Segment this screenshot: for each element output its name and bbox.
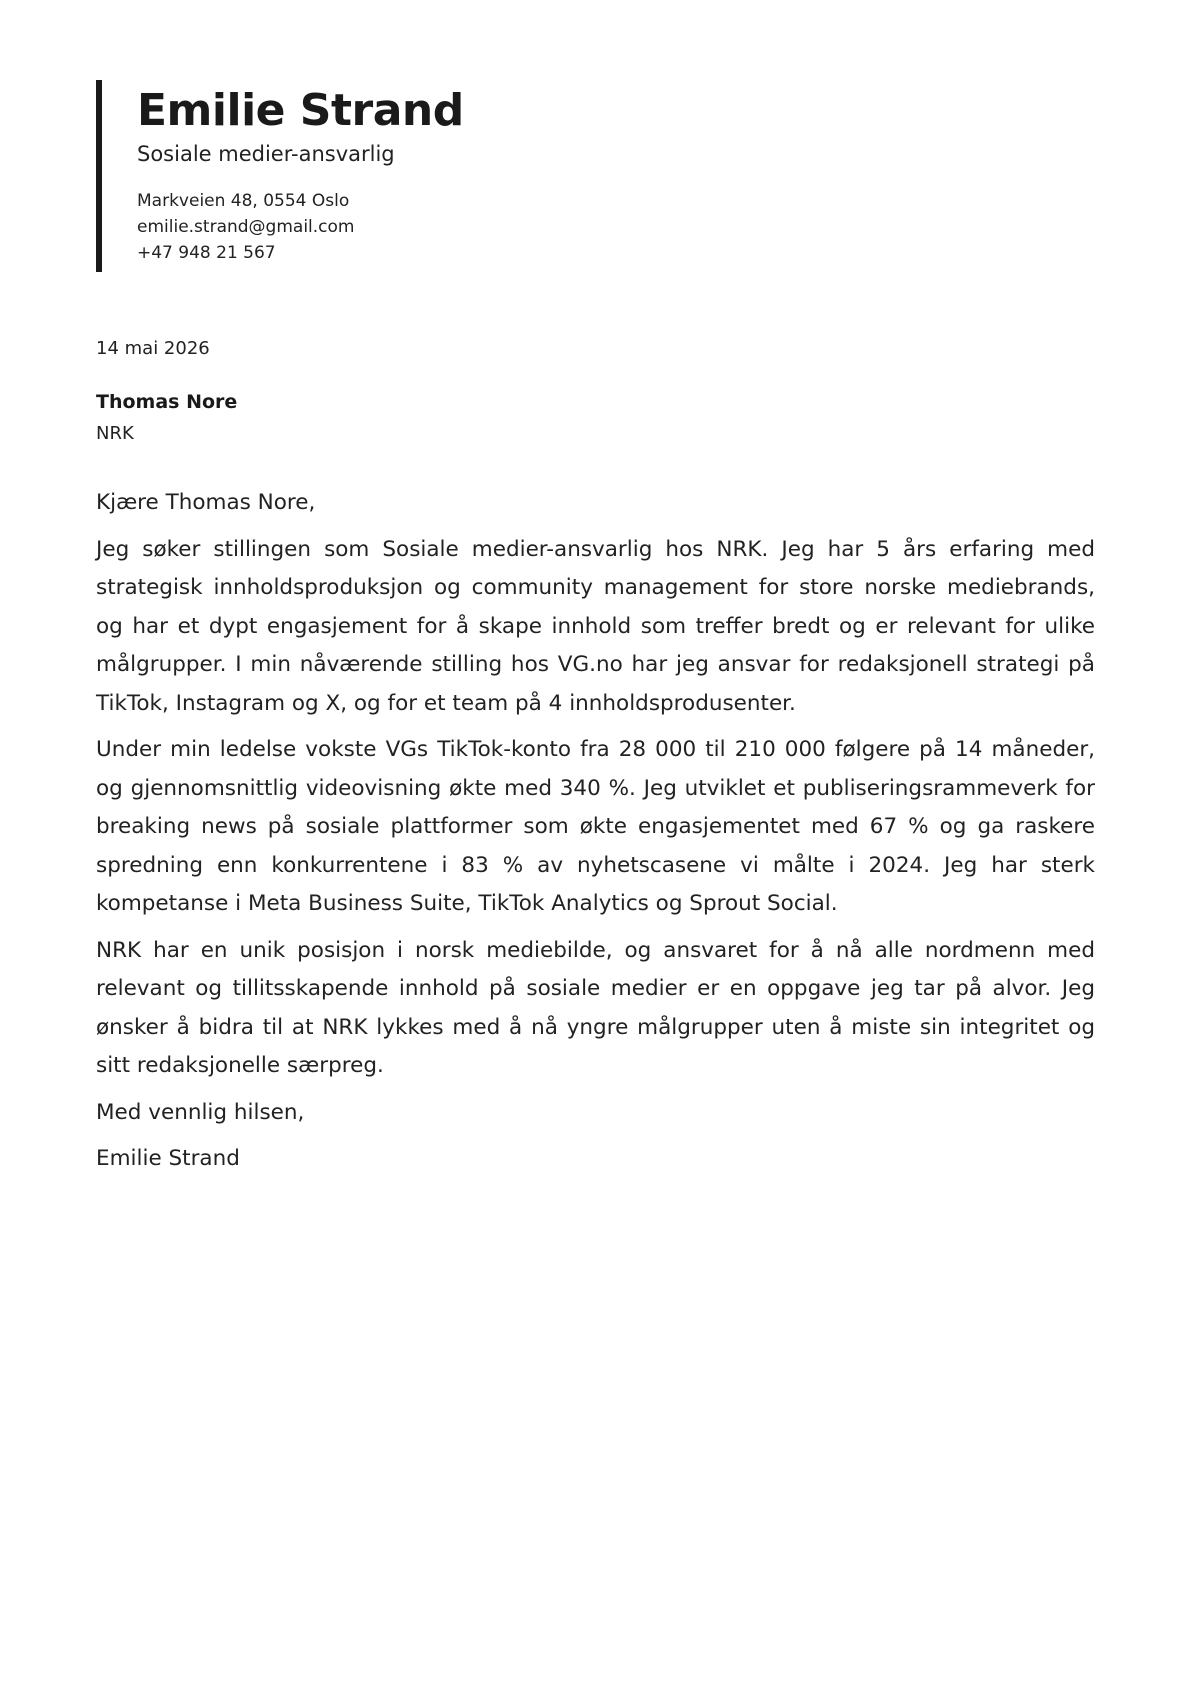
- recipient-block: [96, 386, 237, 450]
- sender-name: Emilie Strand: [137, 85, 464, 136]
- sender-job-title: Sosiale medier-ansvarlig: [137, 142, 395, 166]
- letter-paragraph: NRK har en unik posisjon i norsk mediebilde, og ansvaret for å nå alle nordmenn med relevant og tillitsskapende innhold på sosiale medier er en oppgave jeg tar på alvor. Jeg ønsker å bidra til at NRK lykkes med å nå yngre målgrupper uten å miste sin integritet og sitt redaksjonelle særpreg.: [96, 937, 1095, 1078]
- letter-header: [96, 80, 796, 272]
- letter-body: [96, 484, 1095, 1187]
- letter-paragraph: Under min ledelse vokste VGs TikTok-konto fra 28 000 til 210 000 følgere på 14 måneder, og gjennomsnittlig videovisning økte med 340 %. Jeg utviklet et publiseringsrammeverk for breaking news på sosiale plattformer som økte engasjementet med 67 % og ga raskere spredning enn konkurrentene i 83 % av nyhetscasene vi målte i 2024. Jeg har sterk kompetanse i Meta Business Suite, TikTok Analytics og Sprout Social.: [96, 737, 1095, 916]
- letter-date: 14 mai 2026: [96, 338, 210, 359]
- recipient-organization: NRK: [96, 423, 134, 444]
- letter-greeting: Kjære Thomas Nore,: [96, 490, 316, 515]
- recipient-name: Thomas Nore: [96, 391, 238, 413]
- letter-signature: Emilie Strand: [96, 1146, 240, 1171]
- sender-contact-block: [137, 188, 796, 266]
- sender-email: emilie.strand@gmail.com: [137, 217, 355, 237]
- sender-phone: +47 948 21 567: [137, 243, 276, 263]
- sender-address: Markveien 48, 0554 Oslo: [137, 191, 350, 211]
- letter-paragraph: Jeg søker stillingen som Sosiale medier-ansvarlig hos NRK. Jeg har 5 års erfaring med strategisk innholdsproduksjon og community management for store norske mediebrands, og har et dypt engasjement for å skape innhold som treffer bredt og er relevant for ulike målgrupper. I min nåværende stilling hos VG.no har jeg ansvar for redaksjonell strategi på TikTok, Instagram og X, og for et team på 4 innholdsprodusenter.: [96, 536, 1095, 716]
- letter-closing: Med vennlig hilsen,: [96, 1099, 305, 1125]
